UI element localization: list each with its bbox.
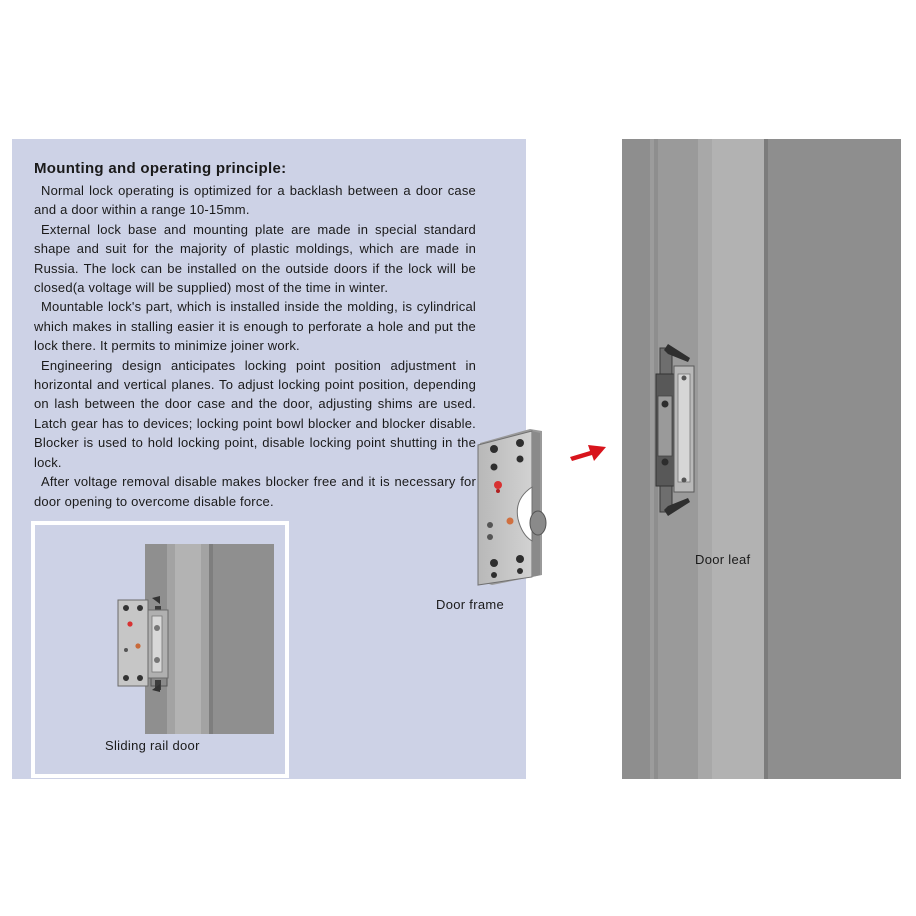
paragraph: Engineering design anticipates locking point position adjustment in horizontal and vertical planes. To adjust locking point position, depending on lash between the door case and the door, adjusting shims are used. Latch gear has to devices; locking point bowl blocker and blocker disable. Blocker is used to hold locking point, disable locking point shutting in the lock. — [34, 357, 476, 470]
door-frame-lock-plate — [474, 425, 548, 587]
section-heading: Mounting and operating principle: — [34, 160, 287, 177]
sliding-door-lock-plate — [116, 596, 174, 692]
paragraph: Mountable lock's part, which is installed inside the molding, is cylindrical which makes in stalling easier it is enough to perforate a hole and put the lock there. It permits to minimize joiner work. — [34, 299, 476, 354]
paragraph: After voltage removal disable makes blocker free and it is necessary for door opening to overcome disable force. — [34, 474, 476, 509]
arrow-right-icon — [568, 441, 608, 463]
door-leaf-lock — [634, 344, 700, 516]
door-leaf-caption: Door leaf — [695, 552, 751, 567]
paragraph: External lock base and mounting plate are made in special standard shape and suit for the majority of plastic moldings, which are made in Russia. The lock can be installed on the outside doors if the lock will be closed(a voltage will be supplied) most of the time in winter. — [34, 221, 476, 296]
door-frame-caption: Door frame — [436, 597, 505, 612]
sliding-rail-door-caption: Sliding rail door — [105, 738, 200, 753]
paragraph: Normal lock operating is optimized for a backlash between a door case and a door within a range 10-15mm. — [34, 183, 476, 218]
description-text — [34, 181, 476, 511]
